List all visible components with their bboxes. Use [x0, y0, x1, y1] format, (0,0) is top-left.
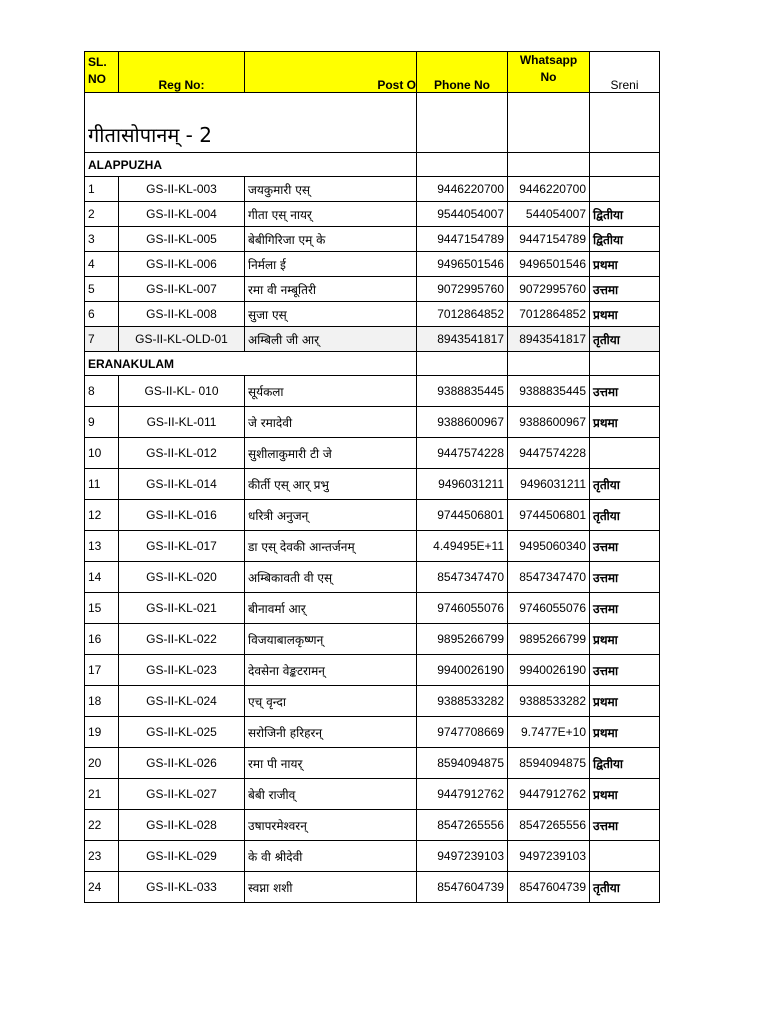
reg-no-cell: GS-II-KL-012	[119, 438, 245, 469]
phone-cell: 9744506801	[417, 500, 508, 531]
phone-cell: 9746055076	[417, 593, 508, 624]
phone-cell: 8547265556	[417, 810, 508, 841]
table-row	[85, 748, 660, 779]
reg-no-cell: GS-II-KL-006	[119, 252, 245, 277]
header-no-label: NO	[88, 72, 106, 86]
name-cell: सुजा एस्	[245, 302, 417, 327]
sreni-cell: उत्तमा	[590, 277, 660, 302]
reg-no-cell: GS-II-KL-007	[119, 277, 245, 302]
group-sreni-cell	[590, 153, 660, 177]
name-cell: देवसेना वेङ्कटरामन्	[245, 655, 417, 686]
name-cell: अम्बिकावती वी एस्	[245, 562, 417, 593]
sreni-cell: उत्तमा	[590, 562, 660, 593]
sl-cell: 24	[85, 872, 119, 903]
sl-cell: 8	[85, 376, 119, 407]
whatsapp-cell: 9940026190	[508, 655, 590, 686]
table-row	[85, 302, 660, 327]
phone-cell: 8547604739	[417, 872, 508, 903]
sl-cell: 1	[85, 177, 119, 202]
reg-no-cell: GS-II-KL-OLD-01	[119, 327, 245, 352]
table-row	[85, 624, 660, 655]
sreni-cell: प्रथमा	[590, 686, 660, 717]
sreni-cell	[590, 438, 660, 469]
sl-cell: 17	[85, 655, 119, 686]
phone-cell: 9496501546	[417, 252, 508, 277]
phone-cell: 9544054007	[417, 202, 508, 227]
sl-cell: 11	[85, 469, 119, 500]
sreni-cell: प्रथमा	[590, 252, 660, 277]
table-row	[85, 469, 660, 500]
sreni-cell: प्रथमा	[590, 407, 660, 438]
whatsapp-cell: 9447154789	[508, 227, 590, 252]
name-cell: जे रमादेवी	[245, 407, 417, 438]
name-cell: धरित्री अनुजन्	[245, 500, 417, 531]
group-row	[85, 153, 660, 177]
phone-cell: 7012864852	[417, 302, 508, 327]
sreni-cell: तृतीया	[590, 872, 660, 903]
sl-cell: 2	[85, 202, 119, 227]
whatsapp-cell: 9388533282	[508, 686, 590, 717]
phone-cell: 9388835445	[417, 376, 508, 407]
whatsapp-cell: 9495060340	[508, 531, 590, 562]
header-whatsapp	[508, 52, 590, 93]
sreni-cell: उत्तमा	[590, 655, 660, 686]
whatsapp-cell: 9388600967	[508, 407, 590, 438]
table-row	[85, 531, 660, 562]
registration-table	[84, 51, 660, 903]
sreni-cell: तृतीया	[590, 327, 660, 352]
sl-cell: 18	[85, 686, 119, 717]
reg-no-cell: GS-II-KL-022	[119, 624, 245, 655]
phone-cell: 9447912762	[417, 779, 508, 810]
reg-no-cell: GS-II-KL-005	[119, 227, 245, 252]
reg-no-cell: GS-II-KL-008	[119, 302, 245, 327]
name-cell: बेबीगिरिजा एम् के	[245, 227, 417, 252]
table-row	[85, 810, 660, 841]
sl-cell: 7	[85, 327, 119, 352]
name-cell: सूर्यकला	[245, 376, 417, 407]
phone-cell: 8594094875	[417, 748, 508, 779]
sreni-cell: उत्तमा	[590, 810, 660, 841]
whatsapp-cell: 9072995760	[508, 277, 590, 302]
header-whatsapp-no-label: No	[540, 70, 557, 84]
whatsapp-cell: 8594094875	[508, 748, 590, 779]
table-row	[85, 227, 660, 252]
name-cell: अम्बिली जी आर्	[245, 327, 417, 352]
table-row	[85, 277, 660, 302]
whatsapp-cell: 9496501546	[508, 252, 590, 277]
reg-no-cell: GS-II-KL- 010	[119, 376, 245, 407]
reg-no-cell: GS-II-KL-024	[119, 686, 245, 717]
reg-no-cell: GS-II-KL-027	[119, 779, 245, 810]
phone-cell: 9895266799	[417, 624, 508, 655]
table-row	[85, 562, 660, 593]
whatsapp-cell: 9746055076	[508, 593, 590, 624]
header-sl-no	[85, 52, 119, 93]
title-phone-cell	[417, 93, 508, 153]
sreni-cell: तृतीया	[590, 500, 660, 531]
table-row	[85, 841, 660, 872]
reg-no-cell: GS-II-KL-004	[119, 202, 245, 227]
name-cell: के वी श्रीदेवी	[245, 841, 417, 872]
phone-cell: 9072995760	[417, 277, 508, 302]
whatsapp-cell: 8943541817	[508, 327, 590, 352]
phone-cell: 9940026190	[417, 655, 508, 686]
table-row	[85, 655, 660, 686]
sreni-cell: उत्तमा	[590, 376, 660, 407]
reg-no-cell: GS-II-KL-033	[119, 872, 245, 903]
name-cell: कीर्ती एस् आर् प्रभु	[245, 469, 417, 500]
sreni-cell: प्रथमा	[590, 717, 660, 748]
reg-no-cell: GS-II-KL-003	[119, 177, 245, 202]
group-sreni-cell	[590, 352, 660, 376]
sl-cell: 16	[85, 624, 119, 655]
sl-cell: 4	[85, 252, 119, 277]
name-cell: जयकुमारी एस्	[245, 177, 417, 202]
whatsapp-cell: 8547604739	[508, 872, 590, 903]
reg-no-cell: GS-II-KL-017	[119, 531, 245, 562]
reg-no-cell: GS-II-KL-026	[119, 748, 245, 779]
sreni-cell: प्रथमा	[590, 779, 660, 810]
sl-cell: 5	[85, 277, 119, 302]
sreni-cell: प्रथमा	[590, 624, 660, 655]
title-row	[85, 93, 660, 153]
whatsapp-cell: 9388835445	[508, 376, 590, 407]
header-phone: Phone No	[417, 52, 508, 93]
sl-cell: 15	[85, 593, 119, 624]
phone-cell: 9446220700	[417, 177, 508, 202]
phone-cell: 8547347470	[417, 562, 508, 593]
header-row	[85, 52, 660, 93]
whatsapp-cell: 9.7477E+10	[508, 717, 590, 748]
name-cell: विजयाबालकृष्णन्	[245, 624, 417, 655]
name-cell: एच् वृन्दा	[245, 686, 417, 717]
name-cell: निर्मला ई	[245, 252, 417, 277]
sheet-title: गीतासोपानम् - 2	[85, 93, 417, 153]
reg-no-cell: GS-II-KL-020	[119, 562, 245, 593]
reg-no-cell: GS-II-KL-029	[119, 841, 245, 872]
sl-cell: 22	[85, 810, 119, 841]
sreni-cell: द्वितीया	[590, 748, 660, 779]
sl-cell: 6	[85, 302, 119, 327]
whatsapp-cell: 9447574228	[508, 438, 590, 469]
name-cell: गीता एस् नायर्	[245, 202, 417, 227]
sreni-cell: प्रथमा	[590, 302, 660, 327]
whatsapp-cell: 7012864852	[508, 302, 590, 327]
group-whatsapp-cell	[508, 352, 590, 376]
table-row	[85, 872, 660, 903]
header-sreni: Sreni	[590, 52, 660, 93]
table-row	[85, 327, 660, 352]
table-row	[85, 407, 660, 438]
whatsapp-cell: 544054007	[508, 202, 590, 227]
group-name: ERANAKULAM	[85, 352, 417, 376]
reg-no-cell: GS-II-KL-025	[119, 717, 245, 748]
phone-cell: 9496031211	[417, 469, 508, 500]
reg-no-cell: GS-II-KL-028	[119, 810, 245, 841]
reg-no-cell: GS-II-KL-021	[119, 593, 245, 624]
header-sl-label: SL.	[88, 55, 107, 69]
sreni-cell: तृतीया	[590, 469, 660, 500]
table-row	[85, 252, 660, 277]
whatsapp-cell: 9447912762	[508, 779, 590, 810]
table-body	[85, 52, 660, 903]
sl-cell: 12	[85, 500, 119, 531]
phone-cell: 4.49495E+11	[417, 531, 508, 562]
table-row	[85, 202, 660, 227]
sl-cell: 23	[85, 841, 119, 872]
table-row	[85, 500, 660, 531]
name-cell: बेबी राजीव्	[245, 779, 417, 810]
name-cell: सरोजिनी हरिहरन्	[245, 717, 417, 748]
phone-cell: 9747708669	[417, 717, 508, 748]
phone-cell: 9447574228	[417, 438, 508, 469]
title-sreni-cell	[590, 93, 660, 153]
reg-no-cell: GS-II-KL-011	[119, 407, 245, 438]
table-row	[85, 593, 660, 624]
whatsapp-cell: 9895266799	[508, 624, 590, 655]
sl-cell: 9	[85, 407, 119, 438]
phone-cell: 9497239103	[417, 841, 508, 872]
whatsapp-cell: 9446220700	[508, 177, 590, 202]
name-cell: सुशीलाकुमारी टी जे	[245, 438, 417, 469]
group-name: ALAPPUZHA	[85, 153, 417, 177]
header-reg-no: Reg No:	[119, 52, 245, 93]
group-row	[85, 352, 660, 376]
whatsapp-cell: 9496031211	[508, 469, 590, 500]
table-row	[85, 177, 660, 202]
group-whatsapp-cell	[508, 153, 590, 177]
reg-no-cell: GS-II-KL-016	[119, 500, 245, 531]
header-whatsapp-label: Whatsapp	[519, 53, 578, 67]
name-cell: स्वप्ना शशी	[245, 872, 417, 903]
phone-cell: 9447154789	[417, 227, 508, 252]
sl-cell: 20	[85, 748, 119, 779]
table-row	[85, 438, 660, 469]
sreni-cell: उत्तमा	[590, 531, 660, 562]
phone-cell: 9388533282	[417, 686, 508, 717]
sreni-cell	[590, 841, 660, 872]
table-row	[85, 686, 660, 717]
whatsapp-cell: 9744506801	[508, 500, 590, 531]
name-cell: उषापरमेश्वरन्	[245, 810, 417, 841]
sl-cell: 21	[85, 779, 119, 810]
sl-cell: 19	[85, 717, 119, 748]
sl-cell: 14	[85, 562, 119, 593]
table-row	[85, 376, 660, 407]
whatsapp-cell: 8547265556	[508, 810, 590, 841]
group-phone-cell	[417, 352, 508, 376]
table-row	[85, 779, 660, 810]
whatsapp-cell: 8547347470	[508, 562, 590, 593]
reg-no-cell: GS-II-KL-014	[119, 469, 245, 500]
name-cell: रमा वी नम्बूतिरी	[245, 277, 417, 302]
header-post: Post O	[245, 52, 417, 93]
phone-cell: 8943541817	[417, 327, 508, 352]
group-phone-cell	[417, 153, 508, 177]
sreni-cell: द्वितीया	[590, 227, 660, 252]
title-whatsapp-cell	[508, 93, 590, 153]
name-cell: डा एस् देवकी आन्तर्जनम्	[245, 531, 417, 562]
sl-cell: 13	[85, 531, 119, 562]
sreni-cell: उत्तमा	[590, 593, 660, 624]
sreni-cell	[590, 177, 660, 202]
whatsapp-cell: 9497239103	[508, 841, 590, 872]
name-cell: रमा पी नायर्	[245, 748, 417, 779]
reg-no-cell: GS-II-KL-023	[119, 655, 245, 686]
name-cell: बीनावर्मा आर्	[245, 593, 417, 624]
sl-cell: 3	[85, 227, 119, 252]
sl-cell: 10	[85, 438, 119, 469]
table-row	[85, 717, 660, 748]
sreni-cell: द्वितीया	[590, 202, 660, 227]
phone-cell: 9388600967	[417, 407, 508, 438]
